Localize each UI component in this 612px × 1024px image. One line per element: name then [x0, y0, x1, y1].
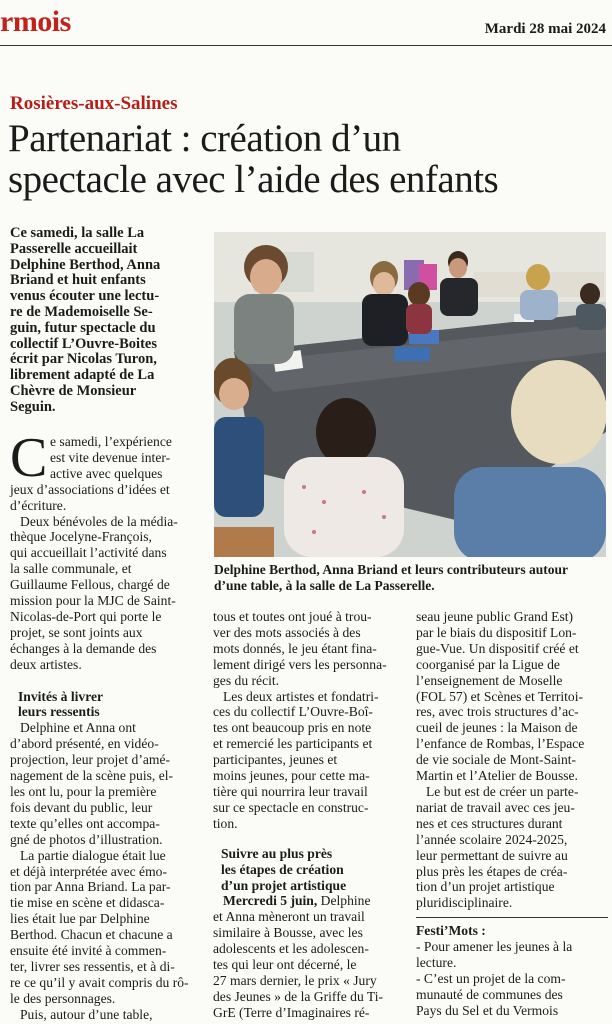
- lead-line: Passerelle accueillait: [10, 240, 138, 257]
- body-line: ver des mots associés à des: [213, 624, 361, 640]
- body-column-2: [213, 609, 409, 1021]
- paragraph: [10, 514, 207, 530]
- body-line: mission pour la MJC de Saint-: [10, 593, 176, 609]
- body-line: nes et ces structures durant: [416, 815, 563, 831]
- body-line: qui accueillait l’activité dans: [10, 545, 167, 561]
- body-line: Martin et l’Atelier de Bousse.: [416, 768, 578, 784]
- body-line: ensuite été invité à commen-: [10, 943, 167, 959]
- body-line: (FOL 57) et Scènes et Territoi-: [416, 688, 584, 704]
- body-line: pluridisciplinaire.: [416, 895, 513, 911]
- body-line: re ce qu’il y avait compris du rô-: [10, 974, 189, 990]
- subheading: Suivre au plus près: [221, 845, 333, 861]
- body-line: et déjà interprétée avec émo-: [10, 863, 167, 879]
- body-text: Delphine: [317, 893, 371, 909]
- subheading: Invités à livrer: [18, 688, 104, 704]
- body-line: tion par Anna Briand. La par-: [10, 879, 171, 895]
- body-line: moins jeunes, pour cette ma-: [213, 768, 370, 784]
- newspaper-masthead: rmois: [0, 5, 71, 38]
- body-line: tion d’un projet artistique: [416, 879, 555, 895]
- body-line: l’année scolaire 2024-2025,: [416, 831, 568, 847]
- body-line: sur ce spectacle en construc-: [213, 799, 369, 815]
- body-line: similaire à Bousse, avec les: [213, 925, 363, 941]
- body-line: Les deux artistes et fondatri-: [223, 688, 379, 704]
- body-line: est vite devenue inter-: [50, 449, 171, 465]
- box-line: - C’est un projet de la com-: [416, 970, 566, 986]
- subheading: d’un projet artistique: [221, 877, 347, 893]
- body-line: gné de photos d’illustration.: [10, 831, 163, 847]
- issue-date: Mardi 28 mai 2024: [484, 21, 606, 37]
- body-line: thèque Jocelyne-François,: [10, 529, 152, 545]
- body-line: active avec quelques: [50, 465, 163, 481]
- body-line: l’enfance de Rombas, l’Espace: [416, 736, 585, 752]
- body-line: gue-Vue. Un dispositif créé et: [416, 640, 579, 656]
- box-title: Festi’Mots :: [416, 923, 486, 939]
- dated-lead-in: Mercredi 5 juin,: [223, 893, 318, 909]
- body-line: de vie sociale de Mont-Saint-: [416, 752, 577, 768]
- body-line: projet, se sont joints aux: [10, 624, 143, 640]
- body-line: tie mise en scène et didasca-: [10, 895, 165, 911]
- body-line: par le biais du dispositif Lon-: [416, 624, 577, 640]
- body-line: tes qui leur ont décerné, le: [213, 957, 357, 973]
- body-line: coorganisé par la Ligue de: [416, 656, 560, 672]
- body-line: tière qui nourrira leur travail: [213, 783, 368, 799]
- masthead-rule: [0, 45, 612, 46]
- body-line: projection, leur projet d’amé-: [10, 752, 171, 768]
- body-line: ges du récit.: [213, 672, 280, 688]
- box-line: lecture.: [416, 955, 457, 971]
- lead-line: collectif L’Ouvre-Boites: [10, 335, 157, 352]
- body-line: nagement de la scène puis, el-: [10, 768, 174, 784]
- box-line: Pays du Sel et du Vermois: [416, 1002, 559, 1018]
- body-line: adolescents et les adolescen-: [213, 941, 369, 957]
- body-line: mots donnés, le jeu étant fina-: [213, 640, 377, 656]
- body-line: d’abord présenté, en vidéo-: [10, 736, 159, 752]
- lead-line: Delphine Berthod, Anna: [10, 256, 161, 273]
- lead-line: Chèvre de Monsieur: [10, 382, 137, 399]
- body-line: l’enseignement de Moselle: [416, 672, 563, 688]
- body-line: Berthod. Chacun et chacune a: [10, 927, 173, 943]
- body-line: Delphine et Anna ont: [20, 720, 136, 736]
- box-rule: [416, 917, 608, 918]
- body-line: plus près les étapes de créa-: [416, 863, 568, 879]
- lead-line: Ce samedi, la salle La: [10, 225, 145, 241]
- lead-line: venus écouter une lectu-: [10, 288, 160, 305]
- drop-cap: C: [10, 427, 48, 489]
- body-line: Nicolas-de-Port qui porte le: [10, 608, 162, 624]
- body-line: e samedi, l’expérience: [50, 434, 172, 449]
- caption-line: d’une table, à la salle de La Passerelle.: [214, 578, 435, 593]
- body-line: [213, 893, 409, 909]
- photo-illustration: [214, 232, 606, 557]
- body-line: et remercié les participants et: [213, 736, 373, 752]
- lead-line: guin, futur spectacle du: [10, 319, 156, 336]
- body-column-1: [10, 427, 207, 1023]
- article-lead: [10, 226, 208, 416]
- body-line: jeux d’associations d’idées et: [10, 481, 170, 497]
- article-photo: [214, 232, 606, 557]
- body-line: La partie dialogue était lue: [20, 847, 166, 863]
- headline-line: Partenariat : création d’un: [8, 117, 401, 160]
- body-line: ces du collectif L’Ouvre-Boî-: [213, 704, 373, 720]
- body-line: Deux bénévoles de la média-: [20, 513, 178, 529]
- body-line: fois devant du public, leur: [10, 799, 153, 815]
- body-line: GrE (Terre d’Imaginaires ré-: [213, 1004, 370, 1020]
- body-line: la salle communale, et: [10, 561, 132, 577]
- body-line: Le but est de créer un parte-: [426, 783, 579, 799]
- body-line: lement dirigé vers les personna-: [213, 656, 387, 672]
- body-line: échanges à la demande des: [10, 640, 157, 656]
- body-line: d’écriture.: [10, 497, 67, 513]
- subheading: leurs ressentis: [18, 704, 100, 720]
- body-line: cueil de jeunes : la Maison de: [416, 720, 578, 736]
- body-line: lies était lue par Delphine: [10, 911, 150, 927]
- lead-line: Seguin.: [10, 398, 56, 415]
- box-line: - Pour amener les jeunes à la: [416, 939, 573, 955]
- body-line: leur permettant de suivre au: [416, 847, 568, 863]
- lead-line: écrit par Nicolas Turon,: [10, 351, 157, 368]
- subheading: les étapes de création: [221, 861, 344, 877]
- article-headline: [8, 118, 608, 200]
- body-line: deux artistes.: [10, 656, 82, 672]
- body-line: tous et toutes ont joué à trou-: [213, 609, 372, 624]
- body-line: et Anna mèneront un travail: [213, 909, 365, 925]
- body-line: Guillaume Fellous, chargé de: [10, 577, 170, 593]
- body-line: tion.: [213, 815, 238, 831]
- section-kicker: Rosières-aux-Salines: [10, 93, 178, 114]
- body-column-3: [416, 609, 608, 1019]
- body-line: le des personnages.: [10, 990, 116, 1006]
- body-line: seau jeune public Grand Est): [416, 609, 574, 624]
- body-line: tes ont beaucoup pris en note: [213, 720, 372, 736]
- body-line: les ont lu, pour la première: [10, 784, 157, 799]
- lead-line: re de Mademoiselle Se-: [10, 303, 153, 320]
- body-line: participantes, jeunes et: [213, 752, 338, 768]
- caption-line: Delphine Berthod, Anna Briand et leurs contributeurs autour: [214, 562, 569, 577]
- lead-line: Briand et huit enfants: [10, 272, 146, 289]
- body-line: texte qu’elles ont accompa-: [10, 815, 160, 831]
- body-line: des Jeunes » de la Griffe du Ti-: [213, 988, 384, 1004]
- body-line: nariat de travail avec ces jeu-: [416, 799, 575, 815]
- body-line: res, avec trois structures d’ac-: [416, 704, 579, 720]
- box-line: munauté de communes des: [416, 986, 563, 1002]
- body-line: 27 mars dernier, le prix « Jury: [213, 972, 377, 988]
- photo-caption: [214, 562, 606, 594]
- body-line: Puis, autour d’une table,: [20, 1006, 153, 1022]
- body-line: ter, livrer ses ressentis, et à di-: [10, 958, 175, 974]
- lead-line: librement adapté de La: [10, 367, 155, 384]
- headline-line: spectacle avec l’aide des enfants: [8, 158, 499, 201]
